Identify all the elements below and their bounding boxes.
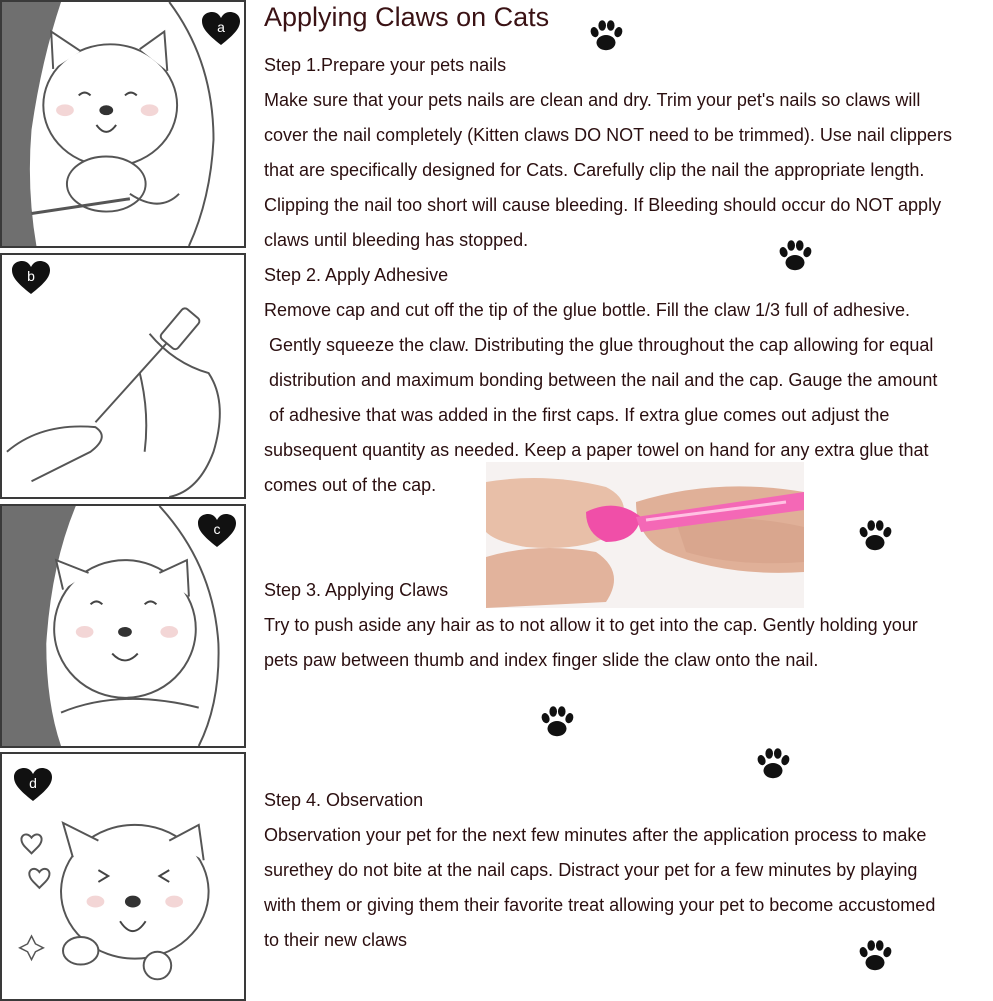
paw-print-icon <box>776 236 814 274</box>
panel-letter: d <box>29 775 37 791</box>
heart-badge-icon <box>198 514 236 548</box>
body-text-line: Observation your pet for the next few minutes after the application process to make <box>264 825 927 845</box>
illustration-panel-c <box>0 504 246 748</box>
body-text-line: Make sure that your pets nails are clean and dry. Trim your pet's nails so claws will <box>264 90 921 110</box>
body-text-line: to their new claws <box>264 930 408 950</box>
heart-badge-icon <box>202 12 240 46</box>
heart-badge-icon <box>14 768 52 802</box>
illustration-panel-d <box>0 752 246 1001</box>
body-text-line: cover the nail completely (Kitten claws DO NOT need to be trimmed). Use nail clippers <box>264 125 952 145</box>
panel-letter: c <box>213 521 221 537</box>
step-heading: Step 1.Prepare your pets nails <box>264 55 507 75</box>
body-text-line: of adhesive that was added in the first caps. If extra glue comes out adjust the <box>264 405 890 425</box>
step-heading: Step 3. Applying Claws <box>264 580 449 600</box>
body-text-line: Remove cap and cut off the tip of the glue bottle. Fill the claw 1/3 full of adhesive. <box>264 300 911 320</box>
body-text-line: that are specifically designed for Cats. Carefully clip the nail the appropriate length. <box>264 160 925 180</box>
paw-print-icon <box>538 702 576 740</box>
body-text-line: with them or giving them their favorite treat allowing your pet to become accustomed <box>264 895 936 915</box>
illustration-panel-a <box>0 0 246 248</box>
nail-cap-photo <box>486 462 804 608</box>
body-text-line: subsequent quantity as needed. Keep a paper towel on hand for any extra glue that <box>264 440 929 460</box>
step-heading: Step 4. Observation <box>264 790 424 810</box>
paw-print-icon <box>587 16 625 54</box>
paw-print-icon <box>754 744 792 782</box>
body-text-line: surethey do not bite at the nail caps. Distract your pet for a few minutes by playing <box>264 860 918 880</box>
panel-letter: b <box>27 268 35 284</box>
body-text-line: Gently squeeze the claw. Distributing the glue throughout the cap allowing for equal <box>264 335 934 355</box>
body-text-line: Try to push aside any hair as to not allow it to get into the cap. Gently holding your <box>264 615 918 635</box>
step-heading: Step 2. Apply Adhesive <box>264 265 449 285</box>
body-text-line: comes out of the cap. <box>264 475 437 495</box>
body-text-line: Clipping the nail too short will cause bleeding. If Bleeding should occur do NOT apply <box>264 195 942 215</box>
paw-print-icon <box>856 936 894 974</box>
page-title: Applying Claws on Cats <box>264 2 550 32</box>
body-text-line: pets paw between thumb and index finger slide the claw onto the nail. <box>264 650 819 670</box>
paw-print-icon <box>856 516 894 554</box>
illustration-panel-b <box>0 253 246 499</box>
body-text-line: distribution and maximum bonding between the nail and the cap. Gauge the amount <box>264 370 938 390</box>
panel-letter: a <box>217 19 225 35</box>
body-text-line: claws until bleeding has stopped. <box>264 230 529 250</box>
heart-badge-icon <box>12 261 50 295</box>
